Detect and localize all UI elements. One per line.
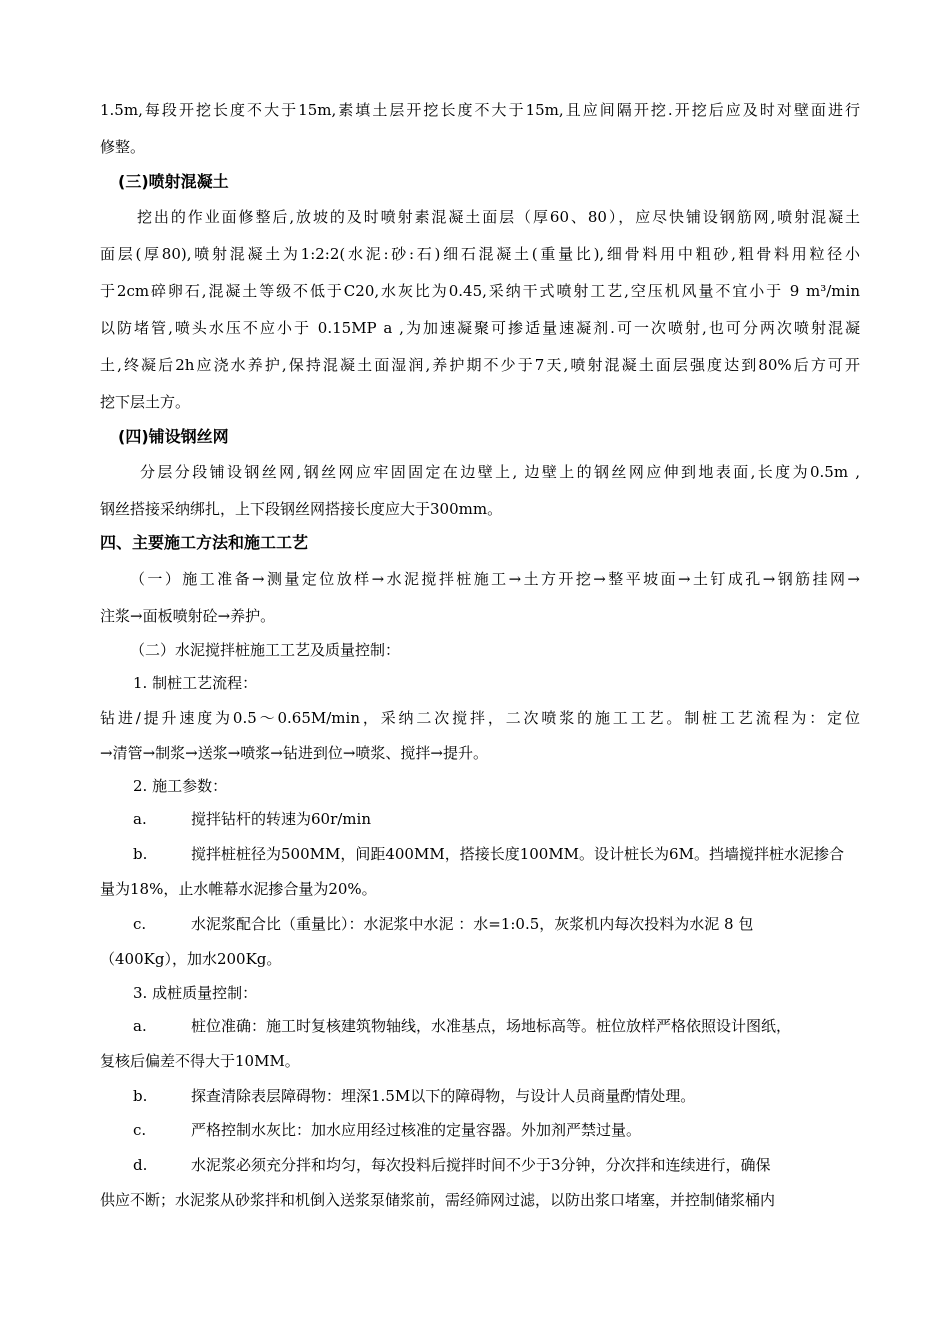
paragraph-line: 修整。	[100, 138, 146, 156]
paragraph-line: 注浆→面板喷射砼→养护。	[100, 607, 276, 625]
item-text: 搅拌钻杆的转速为60r/min	[191, 810, 371, 828]
item-text: 水泥浆必须充分拌和均匀，每次投料后搅拌时间不少于3分钟，分次拌和连续进行，确保	[191, 1156, 771, 1174]
item-text: 搅拌桩桩径为500MM，间距400MM，搭接长度100MM。设计桩长为6M。挡墙搅拌桩水泥掺合	[191, 845, 844, 863]
paragraph-line: 1.5m,每段开挖长度不大于15m,素填土层开挖长度不大于15m,且应间隔开挖.开挖后应及时对壁面进行	[100, 101, 860, 119]
subsection-heading: （二）水泥搅拌桩施工工艺及质量控制：	[130, 641, 401, 659]
paragraph-line: 量为18%，止水帷幕水泥掺合量为20%。	[100, 880, 377, 898]
paragraph-line: 钻进/提升速度为0.5～0.65M/min，采纳二次搅拌，二次喷浆的施工工艺。制桩工艺流程为：定位	[100, 709, 860, 727]
numbered-item: 3. 成桩质量控制：	[133, 984, 258, 1002]
item-text: 水泥浆配合比（重量比）：水泥浆中水泥 ：水=1:0.5，灰浆机内每次投料为水泥 8 包	[191, 915, 754, 933]
item-text: 探查清除表层障碍物：埋深1.5M以下的障碍物，与设计人员商量酌情处理。	[191, 1087, 696, 1105]
item-label: b.	[133, 1087, 148, 1105]
list-item	[133, 1120, 641, 1142]
item-label: d.	[133, 1156, 148, 1174]
list-item	[133, 844, 860, 866]
paragraph-line: 挖下层土方。	[100, 393, 191, 411]
paragraph-line: 挖出的作业面修整后,放坡的及时喷射素混凝土面层（厚60、80），应尽快铺设钢筋网,喷射混凝土	[137, 208, 860, 226]
numbered-item: 1. 制桩工艺流程：	[133, 674, 258, 692]
paragraph-line: →清管→制浆→送浆→喷浆→钻进到位→喷浆、搅拌→提升。	[100, 744, 488, 762]
paragraph-line: （400Kg），加水200Kg。	[100, 950, 282, 968]
item-label: c.	[133, 1121, 147, 1139]
section-heading: (四)铺设钢丝网	[118, 427, 229, 446]
paragraph-line: 于2cm碎卵石,混凝土等级不低于C20,水灰比为0.45,采纳干式喷射工艺,空压机风量不宜小于 9 m³/min	[100, 282, 860, 300]
paragraph-line: 以防堵管,喷头水压不应小于 0.15MP a ,为加速凝聚可掺适量速凝剂.可一次喷射,也可分两次喷射混凝	[100, 319, 860, 337]
item-text: 严格控制水灰比：加水应用经过核准的定量容器。外加剂严禁过量。	[191, 1121, 642, 1139]
list-item	[133, 809, 371, 831]
paragraph-line: 供应不断；水泥浆从砂浆拌和机倒入送浆泵储浆前，需经筛网过滤，以防出浆口堵塞，并控制储浆桶内	[100, 1191, 776, 1209]
item-text: 桩位准确：施工时复核建筑物轴线，水准基点，场地标高等。桩位放样严格依照设计图纸，	[191, 1017, 792, 1035]
section-heading: (三)喷射混凝土	[118, 172, 229, 191]
list-item	[133, 914, 860, 936]
item-label: a.	[133, 1017, 147, 1035]
item-label: b.	[133, 845, 148, 863]
numbered-item: 2. 施工参数：	[133, 777, 228, 795]
paragraph-line: 分层分段铺设钢丝网,钢丝网应牢固固定在边壁上, 边壁上的钢丝网应伸到地表面,长度为0.5m ,	[140, 463, 860, 481]
paragraph-line: 复核后偏差不得大于10MM。	[100, 1052, 300, 1070]
paragraph-line: 土,终凝后2h应浇水养护,保持混凝土面湿润,养护期不少于7天,喷射混凝土面层强度达到80%后方可开	[100, 356, 860, 374]
chapter-heading: 四、主要施工方法和施工工艺	[100, 533, 309, 552]
paragraph-line: （一）施工准备→测量定位放样→水泥搅拌桩施工→土方开挖→整平坡面→土钉成孔→钢筋挂网→	[130, 570, 860, 588]
paragraph-line: 钢丝搭接采纳绑扎，上下段钢丝网搭接长度应大于300mm。	[100, 500, 503, 518]
list-item	[133, 1155, 860, 1177]
item-label: c.	[133, 915, 147, 933]
list-item	[133, 1086, 695, 1108]
paragraph-line: 面层(厚80),喷射混凝土为1:2:2(水泥:砂:石)细石混凝土(重量比),细骨料用中粗砂,粗骨料用粒径小	[100, 245, 860, 263]
list-item	[133, 1016, 860, 1038]
item-label: a.	[133, 810, 147, 828]
